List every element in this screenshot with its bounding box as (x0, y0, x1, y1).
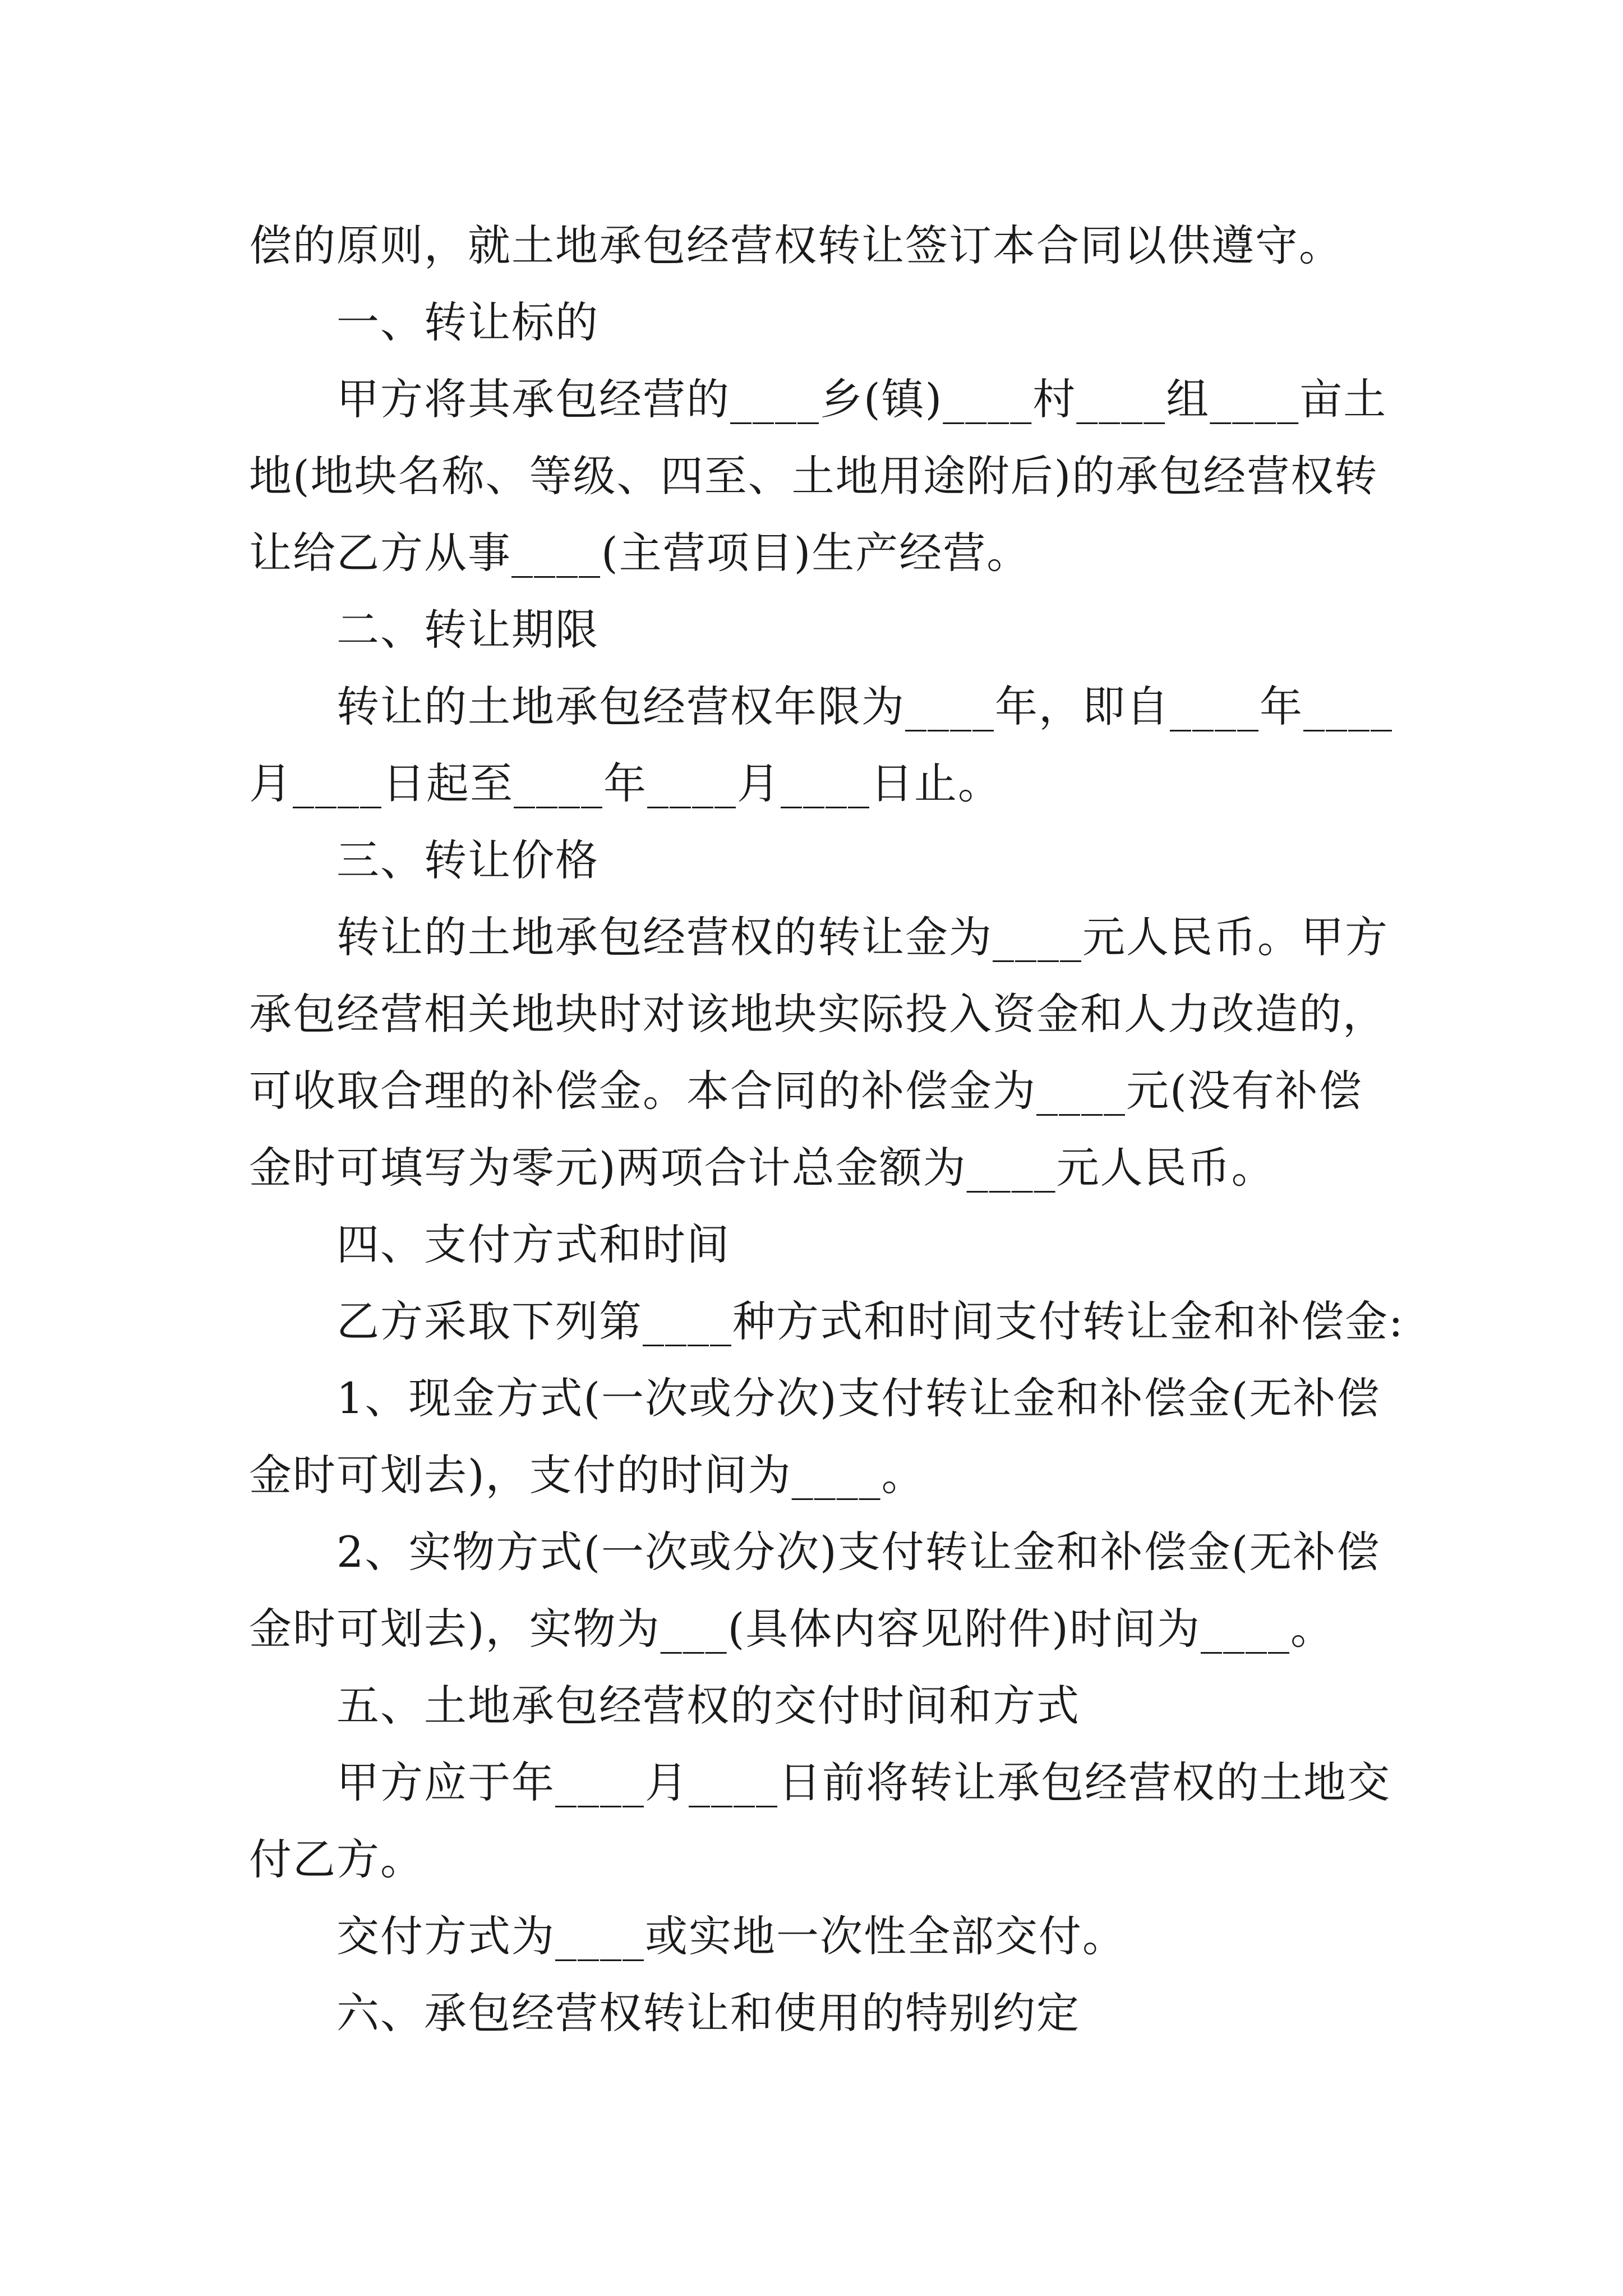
paragraph-line-23: 交付方式为____或实地一次性全部交付。 (336, 1911, 1126, 1961)
paragraph-line-22: 付乙方。 (249, 1834, 424, 1884)
section-heading-2: 二、转让期限 (336, 605, 599, 655)
paragraph-line-19: 金时可划去)，实物为___(具体内容见附件)时间为____。 (249, 1604, 1334, 1654)
paragraph-line-17: 金时可划去)，支付的时间为____。 (249, 1450, 925, 1500)
paragraph-line-3: 甲方将其承包经营的____乡(镇)____村____组____亩土 (336, 374, 1387, 424)
section-heading-5: 五、土地承包经营权的交付时间和方式 (336, 1681, 1080, 1731)
paragraph-line-8: 月____日起至____年____月____日止。 (249, 758, 1002, 808)
paragraph-line-16: 1、现金方式(一次或分次)支付转让金和补偿金(无补偿 (336, 1373, 1381, 1423)
paragraph-line-5: 让给乙方从事____(主营项目)生产经营。 (249, 528, 1031, 578)
section-heading-3: 三、转让价格 (336, 835, 599, 885)
paragraph-line-13: 金时可填写为零元)两项合计总金额为____元人民币。 (249, 1143, 1275, 1193)
paragraph-line-18: 2、实物方式(一次或分次)支付转让金和补偿金(无补偿 (336, 1527, 1381, 1577)
section-heading-6: 六、承包经营权转让和使用的特别约定 (336, 1988, 1080, 2038)
section-heading-4: 四、支付方式和时间 (336, 1220, 730, 1269)
paragraph-line-11: 承包经营相关地块时对该地块实际投入资金和人力改造的， (249, 989, 1386, 1039)
paragraph-line-10: 转让的土地承包经营权的转让金为____元人民币。甲方 (336, 912, 1389, 962)
paragraph-line-4: 地(地块名称、等级、四至、土地用途附后)的承包经营权转 (249, 451, 1378, 501)
paragraph-line-7: 转让的土地承包经营权年限为____年，即自____年____ (336, 682, 1393, 731)
paragraph-line-1: 偿的原则，就土地承包经营权转让签订本合同以供遵守。 (249, 220, 1343, 270)
section-heading-1: 一、转让标的 (336, 297, 599, 347)
paragraph-line-21: 甲方应于年____月____日前将转让承包经营权的土地交 (336, 1757, 1391, 1807)
paragraph-line-12: 可收取合理的补偿金。本合同的补偿金为____元(没有补偿 (249, 1066, 1363, 1116)
paragraph-line-15: 乙方采取下列第____种方式和时间支付转让金和补偿金: (336, 1296, 1404, 1346)
